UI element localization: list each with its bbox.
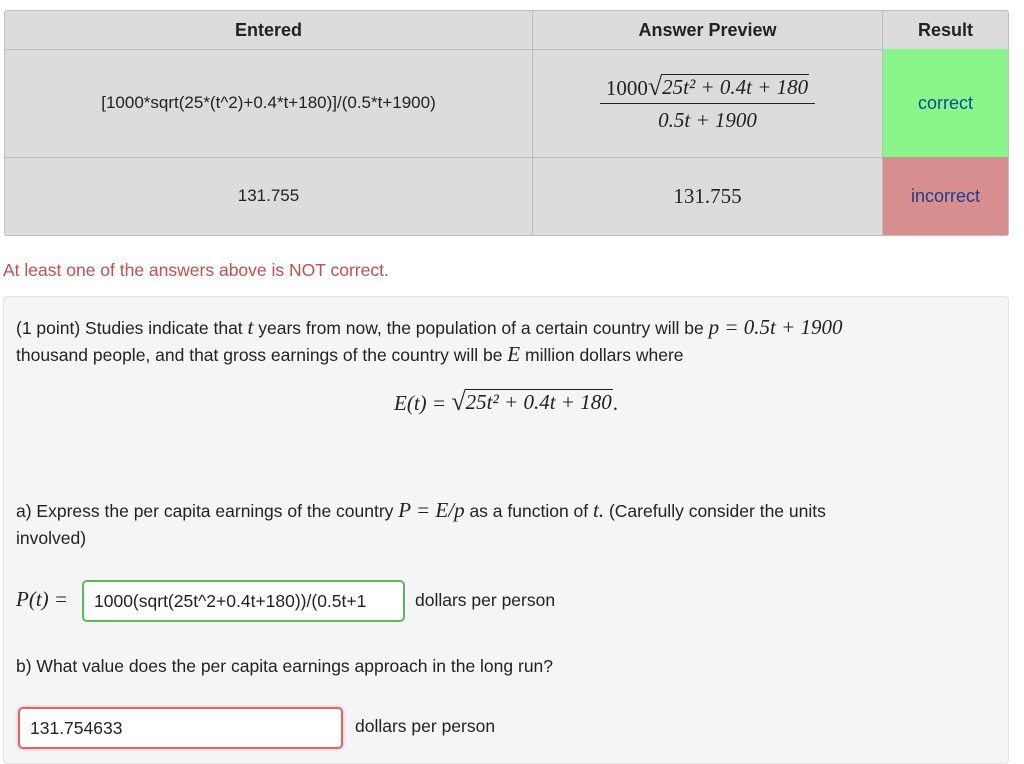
header-entered: Entered — [5, 11, 533, 49]
var-E: E — [507, 342, 521, 366]
per-capita-formula: P = E/p — [398, 498, 465, 522]
header-result: Result — [917, 19, 973, 40]
results-table — [4, 10, 1009, 236]
answer-b-units: dollars per person — [355, 716, 496, 736]
earnings-formula: E(t) = √ 25t² + 0.4t + 180 . — [394, 387, 618, 416]
problem-intro-line2: thousand people, and that gross earnings of the country will be E million dollars where — [16, 342, 684, 366]
var-t: t — [247, 315, 254, 339]
preview-radicand: 25t² + 0.4t + 180 — [662, 74, 809, 99]
answer-preview: 131.755 — [533, 157, 883, 235]
entered-answer: 131.755 — [5, 157, 533, 235]
preview-fraction — [600, 71, 815, 133]
answer-a-label: P(t) = — [16, 587, 69, 611]
answer-a-input[interactable]: 1000(sqrt(25t^2+0.4t+180))/(0.5t+1 — [82, 580, 405, 622]
answer-b-input[interactable]: 131.754633 — [18, 707, 343, 749]
answer-preview — [533, 49, 883, 157]
results-row — [5, 49, 1008, 158]
problem-intro-line1: (1 point) Studies indicate that t years from now, the population of a certain country will be p = 0.5t + 1900 — [16, 315, 843, 339]
entered-answer: [1000*sqrt(25*(t^2)+0.4*t+180)]/(0.5*t+1900) — [5, 49, 533, 157]
part-a-question-cont: involved) — [16, 528, 87, 548]
result-badge-incorrect: incorrect — [883, 157, 1008, 235]
results-row — [5, 157, 1008, 235]
sqrt-symbol: √ — [647, 71, 663, 101]
answer-a-units: dollars per person — [415, 590, 556, 610]
part-b-question: b) What value does the per capita earnings approach in the long run? — [16, 656, 554, 676]
preview-denominator: 0.5t + 1900 — [658, 107, 757, 132]
part-a-question: a) Express the per capita earnings of the country P = E/p as a function of t. (Carefully consider the units — [16, 498, 826, 522]
header-answer-preview: Answer Preview — [533, 11, 883, 49]
population-formula: p = 0.5t + 1900 — [708, 315, 843, 339]
results-header-row — [5, 11, 1008, 50]
warning-message: At least one of the answers above is NOT correct. — [3, 260, 389, 280]
preview-coefficient: 1000 — [605, 75, 648, 100]
result-badge-correct: correct — [883, 49, 1008, 157]
problem-panel — [3, 296, 1009, 764]
sqrt-symbol: √ — [451, 387, 466, 416]
